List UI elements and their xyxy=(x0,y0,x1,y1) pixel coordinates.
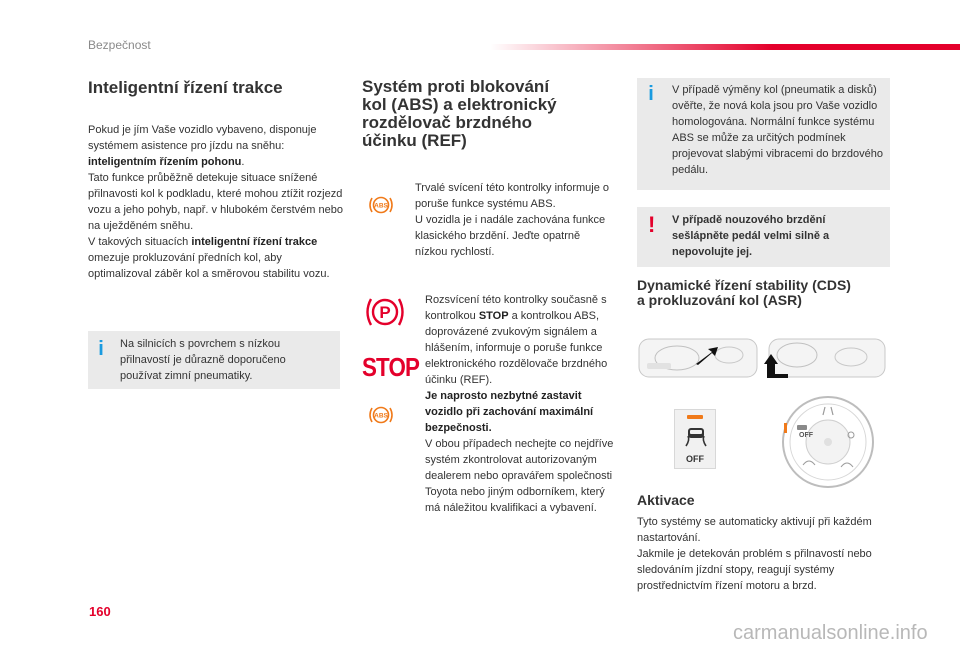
traction-p1: Pokud je jím Vaše vozidlo vybaveno, disponuje systémem asistence pro jízdu na sněhu: xyxy=(88,124,317,152)
esp-off-button[interactable] xyxy=(674,409,716,469)
svg-text:ABS: ABS xyxy=(374,412,388,420)
dashboard-illustration xyxy=(637,333,887,383)
abs-info-text: V případě výměny kol (pneumatik a disků) ověřte, že nová kola jsou pro Vaše vozidlo homologována. Normální funkce systému ABS se může za určitých podmínek projevovat slabými vibracemi do brzdového pedálu. xyxy=(672,84,883,176)
warning-text: V případě nouzového brzdění sešlápněte pedál velmi silně a nepovolujte jej. xyxy=(672,214,830,258)
section-label: Bezpečnost xyxy=(88,38,151,52)
activation-text xyxy=(637,514,887,594)
cds-title-line: a prokluzování kol (ASR) xyxy=(637,292,802,308)
info-icon: i xyxy=(98,338,104,360)
abs-paragraph-1 xyxy=(415,180,610,260)
skidding-car-icon xyxy=(682,426,710,448)
traction-p3-start: V takových situacích xyxy=(88,236,192,248)
pointer-arrow-icon xyxy=(764,352,790,380)
traction-title: Inteligentní řízení trakce xyxy=(88,78,283,97)
traction-p2: Tato funkce průběžně detekuje situace snížené přilnavosti kol k podkladu, které mohou ztížit rozjezd vozu a jeho pohyb, např. v hlubokém čerstvém nebo na uježděném sněhu. xyxy=(88,172,343,232)
abs-p4-bold: Je naprosto nezbytné zastavit vozidlo při zachování maximální bezpečnosti. xyxy=(425,390,594,434)
activation-title: Aktivace xyxy=(637,492,695,508)
warning-box xyxy=(637,207,890,267)
traction-info-text: Na silnicích s povrchem s nízkou přilnavostí je důrazně doporučeno používat zimní pneumatiky. xyxy=(120,338,286,382)
watermark: carmanualsonline.info xyxy=(733,622,928,644)
abs-title-line: účinku (REF) xyxy=(362,131,467,150)
off-label: OFF xyxy=(686,454,704,464)
abs-warning-icon xyxy=(367,405,395,425)
stop-warning-icon: STOP xyxy=(362,352,420,382)
traction-p1-bold: inteligentním řízením pohonu xyxy=(88,156,242,168)
mode-selector-dial[interactable] xyxy=(781,395,875,489)
svg-text:ABS: ABS xyxy=(374,202,388,210)
abs-title-line: rozdělovač brzdného xyxy=(362,113,533,132)
abs-paragraph-2 xyxy=(425,292,617,516)
parking-brake-icon xyxy=(363,294,407,330)
svg-text:P: P xyxy=(379,303,391,322)
abs-p3-start: Rozsvícení této kontrolky současně s kontrolkou xyxy=(425,294,607,322)
abs-p3-bold: STOP xyxy=(478,310,509,322)
traction-p1-end: . xyxy=(241,156,245,168)
svg-text:OFF: OFF xyxy=(799,432,813,439)
abs-info-box xyxy=(637,78,890,190)
traction-p3-bold: inteligentní řízení trakce xyxy=(191,236,318,248)
page-number: 160 xyxy=(89,604,111,619)
activation-p2: Jakmile je detekován problém s přilnavostí nebo sledováním jízdní stopy, reagují systémy prostřednictvím řízení motoru a brzd. xyxy=(637,548,872,592)
pointer-arrow-icon xyxy=(694,346,720,366)
cds-title-line: Dynamické řízení stability (CDS) xyxy=(637,277,851,293)
abs-warning-icon xyxy=(367,195,395,215)
header-accent-bar xyxy=(490,44,960,50)
abs-p5: V obou případech nechejte co nejdříve systém zkontrolovat autorizovaným dealerem nebo opravářem společnosti Toyota nebo jiným odborníkem, který má náležitou kvalifikaci a vybavení. xyxy=(425,438,614,514)
warning-icon: ! xyxy=(648,212,656,237)
traction-info-box xyxy=(88,331,340,389)
traction-paragraph xyxy=(88,122,346,282)
abs-p1: Trvalé svícení této kontrolky informuje o poruše funkce systému ABS. xyxy=(415,182,610,210)
abs-title-line: Systém proti blokování xyxy=(362,77,550,96)
abs-title xyxy=(362,78,612,150)
abs-title-line: kol (ABS) a elektronický xyxy=(362,95,557,114)
abs-p3-end: a kontrolkou ABS, doprovázené zvukovým signálem a hlášením, informuje o poruše funkce elektronického rozdělovače brzdného účinku (REF). xyxy=(425,310,608,386)
activation-p1: Tyto systémy se automaticky aktivují při každém nastartování. xyxy=(637,516,872,544)
abs-p2: U vozidla je i nadále zachována funkce klasického brzdění. Jeďte opatrně nízkou rychlostí. xyxy=(415,214,606,258)
cds-title xyxy=(637,278,897,308)
button-led xyxy=(687,415,703,419)
info-icon: i xyxy=(648,83,654,105)
traction-p3-end: omezuje prokluzování předních kol, aby optimalizoval záběr kol a směrovou stabilitu vozu. xyxy=(88,252,330,280)
